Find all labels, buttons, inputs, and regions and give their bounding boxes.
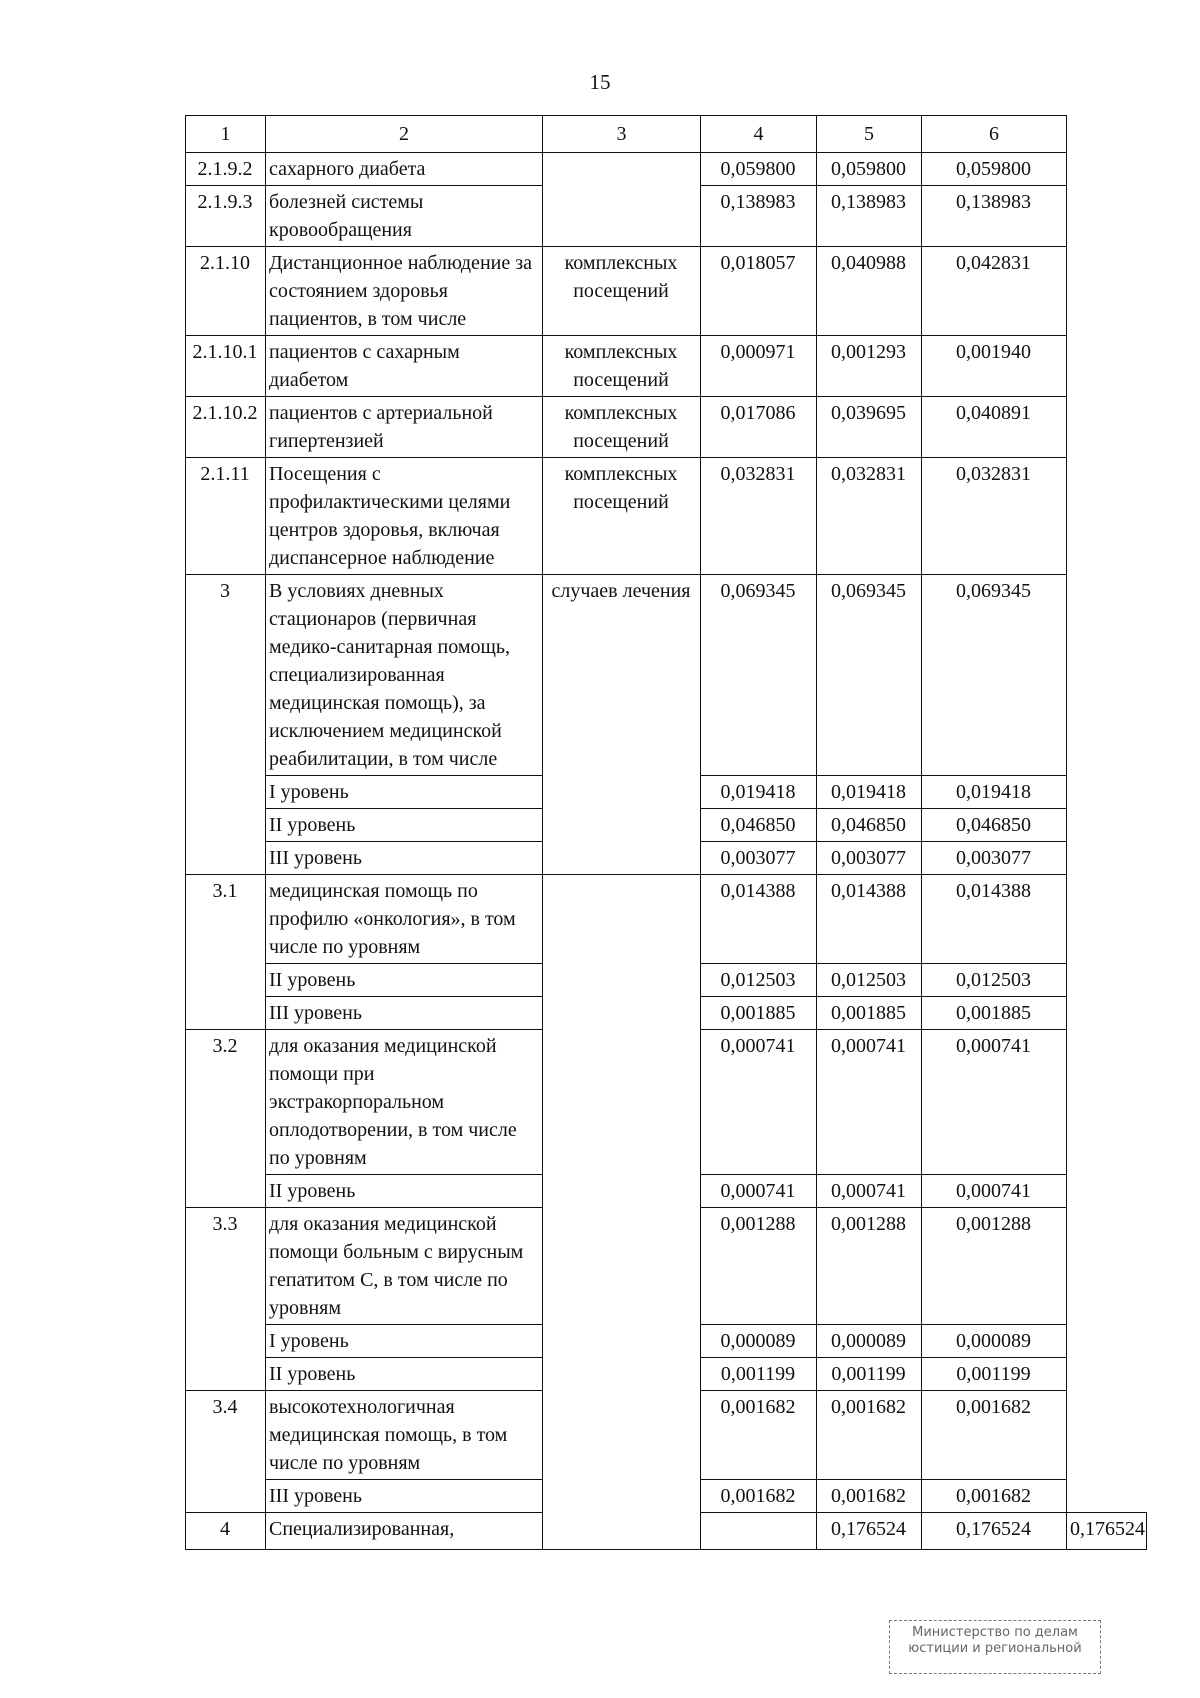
value-col5: 0,001682 (817, 1480, 922, 1513)
table-row (186, 575, 1147, 776)
value-col4: 0,012503 (701, 964, 817, 997)
row-number: 2.1.9.3 (186, 186, 266, 247)
value-col4: 0,001199 (701, 1358, 817, 1391)
table-row (186, 875, 1147, 964)
level-name: II уровень (266, 964, 543, 997)
col-header-4: 4 (701, 116, 817, 153)
value-col4: 0,000089 (701, 1325, 817, 1358)
value-col6: 0,019418 (922, 776, 1067, 809)
value-col5: 0,003077 (817, 842, 922, 875)
row-unit-empty (543, 875, 701, 1550)
stamp-line-2: юстиции и региональной (908, 1641, 1082, 1656)
value-col5: 0,138983 (817, 186, 922, 247)
value-col6: 0,032831 (922, 458, 1067, 575)
row-unit-empty (543, 153, 701, 247)
row-name: Специализированная, (266, 1513, 543, 1550)
value-col5: 0,000741 (817, 1030, 922, 1175)
value-col6: 0,000741 (922, 1175, 1067, 1208)
value-col6: 0,001885 (922, 997, 1067, 1030)
value-col4: 0,138983 (701, 186, 817, 247)
table-row (186, 458, 1147, 575)
value-col5: 0,059800 (817, 153, 922, 186)
value-col5: 0,001288 (817, 1208, 922, 1325)
value-col5: 0,032831 (817, 458, 922, 575)
level-name: III уровень (266, 1480, 543, 1513)
col-header-2: 2 (266, 116, 543, 153)
col-header-1: 1 (186, 116, 266, 153)
level-name: III уровень (266, 842, 543, 875)
row-unit: комплексных посещений (543, 336, 701, 397)
value-col5: 0,012503 (817, 964, 922, 997)
value-col6: 0,001288 (922, 1208, 1067, 1325)
value-col4: 0,001885 (701, 997, 817, 1030)
table-row (186, 153, 1147, 186)
value-col4: 0,046850 (701, 809, 817, 842)
value-col5: 0,014388 (817, 875, 922, 964)
page-number: 15 (589, 70, 611, 94)
level-name: II уровень (266, 809, 543, 842)
value-col6: 0,000089 (922, 1325, 1067, 1358)
row-name: сахарного диабета (266, 153, 543, 186)
row-unit: комплексных посещений (543, 458, 701, 575)
value-col4: 0,001288 (701, 1208, 817, 1325)
row-number: 2.1.11 (186, 458, 266, 575)
value-col5: 0,039695 (817, 397, 922, 458)
value-col4: 0,000971 (701, 336, 817, 397)
row-unit: комплексных посещений (543, 397, 701, 458)
value-col6: 0,001682 (922, 1480, 1067, 1513)
value-col4: 0,001682 (701, 1480, 817, 1513)
level-name: I уровень (266, 1325, 543, 1358)
value-col4: 0,017086 (701, 397, 817, 458)
table-header-row (186, 116, 1147, 153)
row-name: Дистанционное наблюдение за состоянием здоровья пациентов, в том числе (266, 247, 543, 336)
value-col6: 0,176524 (1067, 1513, 1147, 1550)
row-name: В условиях дневных стационаров (первичная медико-санитарная помощь, специализированная медицинская помощь), за исключением медицинской реабилитации, в том числе (266, 575, 543, 776)
value-col4: 0,000741 (701, 1175, 817, 1208)
row-number: 3.1 (186, 875, 266, 1030)
row-number: 2.1.10.1 (186, 336, 266, 397)
value-col6: 0,042831 (922, 247, 1067, 336)
value-col5: 0,176524 (922, 1513, 1067, 1550)
level-name: II уровень (266, 1358, 543, 1391)
value-col5: 0,001682 (817, 1391, 922, 1480)
value-col5: 0,019418 (817, 776, 922, 809)
value-col6: 0,001940 (922, 336, 1067, 397)
value-col4: 0,176524 (817, 1513, 922, 1550)
value-col4: 0,069345 (701, 575, 817, 776)
value-col6: 0,001682 (922, 1391, 1067, 1480)
value-col6: 0,012503 (922, 964, 1067, 997)
level-name: I уровень (266, 776, 543, 809)
row-name: медицинская помощь по профилю «онкология», в том числе по уровням (266, 875, 543, 964)
value-col6: 0,014388 (922, 875, 1067, 964)
row-number: 3.3 (186, 1208, 266, 1391)
row-number: 3.2 (186, 1030, 266, 1208)
value-col6: 0,069345 (922, 575, 1067, 776)
row-unit-empty (701, 1513, 817, 1550)
row-number: 3.4 (186, 1391, 266, 1513)
table-row (186, 397, 1147, 458)
value-col4: 0,018057 (701, 247, 817, 336)
value-col6: 0,138983 (922, 186, 1067, 247)
value-col6: 0,000741 (922, 1030, 1067, 1175)
value-col4: 0,019418 (701, 776, 817, 809)
row-unit: случаев лечения (543, 575, 701, 875)
row-name: для оказания медицинской помощи при экстракорпоральном оплодотворении, в том числе по уровням (266, 1030, 543, 1175)
value-col6: 0,040891 (922, 397, 1067, 458)
row-number: 2.1.9.2 (186, 153, 266, 186)
row-number: 3 (186, 575, 266, 875)
row-number: 2.1.10 (186, 247, 266, 336)
value-col6: 0,046850 (922, 809, 1067, 842)
col-header-6: 6 (922, 116, 1067, 153)
level-name: III уровень (266, 997, 543, 1030)
row-number: 4 (186, 1513, 266, 1550)
value-col5: 0,069345 (817, 575, 922, 776)
stamp-line-1: Министерство по делам (912, 1625, 1078, 1640)
value-col5: 0,001199 (817, 1358, 922, 1391)
value-col4: 0,003077 (701, 842, 817, 875)
value-col6: 0,003077 (922, 842, 1067, 875)
value-col5: 0,000089 (817, 1325, 922, 1358)
value-col4: 0,059800 (701, 153, 817, 186)
value-col5: 0,000741 (817, 1175, 922, 1208)
value-col6: 0,059800 (922, 153, 1067, 186)
row-name: для оказания медицинской помощи больным с вирусным гепатитом С, в том числе по уровням (266, 1208, 543, 1325)
row-unit: комплексных посещений (543, 247, 701, 336)
level-name: II уровень (266, 1175, 543, 1208)
row-name: болезней системы кровообращения (266, 186, 543, 247)
value-col4: 0,014388 (701, 875, 817, 964)
value-col4: 0,001682 (701, 1391, 817, 1480)
value-col5: 0,001885 (817, 997, 922, 1030)
ministry-stamp (889, 1620, 1101, 1674)
value-col5: 0,046850 (817, 809, 922, 842)
data-table (185, 115, 1147, 1550)
table-row (186, 247, 1147, 336)
row-name: пациентов с сахарным диабетом (266, 336, 543, 397)
col-header-3: 3 (543, 116, 701, 153)
col-header-5: 5 (817, 116, 922, 153)
row-name: высокотехнологичная медицинская помощь, в том числе по уровням (266, 1391, 543, 1480)
value-col5: 0,001293 (817, 336, 922, 397)
value-col4: 0,032831 (701, 458, 817, 575)
row-name: Посещения с профилактическими целями центров здоровья, включая диспансерное наблюдение (266, 458, 543, 575)
value-col6: 0,001199 (922, 1358, 1067, 1391)
table-row (186, 336, 1147, 397)
row-name: пациентов с артериальной гипертензией (266, 397, 543, 458)
value-col4: 0,000741 (701, 1030, 817, 1175)
value-col5: 0,040988 (817, 247, 922, 336)
row-number: 2.1.10.2 (186, 397, 266, 458)
